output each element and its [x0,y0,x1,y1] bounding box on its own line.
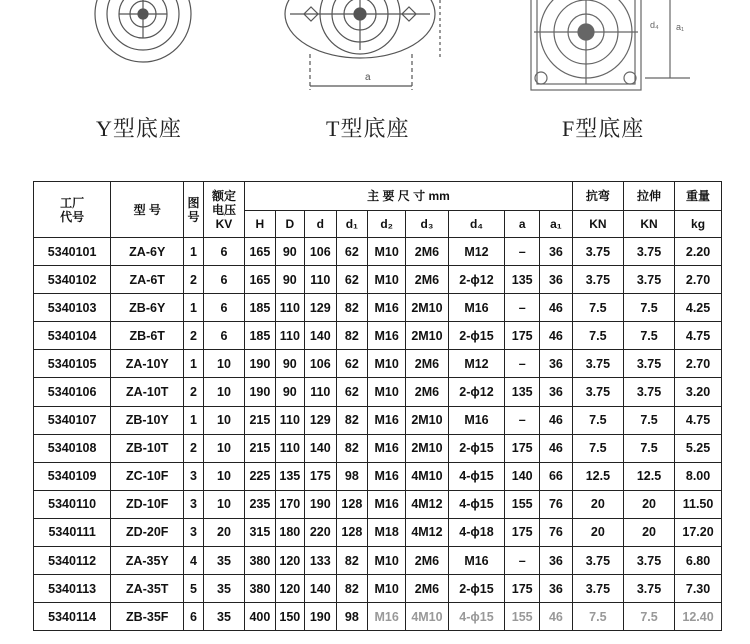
table-cell: 20 [572,490,623,518]
table-cell: M16 [368,322,406,350]
table-cell: 2M10 [406,294,448,322]
table-cell: 4-ϕ15 [448,603,505,631]
table-cell: M16 [448,547,505,575]
table-cell: 4-ϕ15 [448,462,505,490]
header-dim: d [305,211,337,238]
table-cell: 150 [275,603,304,631]
table-cell: 190 [245,350,275,378]
header-weight: 重量 [675,182,722,211]
table-cell: 7.5 [572,603,623,631]
header-dim: a [505,211,540,238]
table-row [34,603,722,631]
table-cell: 82 [336,434,368,462]
header-dim: H [245,211,275,238]
f-dim-label-1: d₄ [650,20,659,30]
table-cell: 135 [275,462,304,490]
table-cell: 46 [540,603,573,631]
table-cell: 165 [245,238,275,266]
table-cell: 110 [275,434,304,462]
table-cell: 82 [336,547,368,575]
table-cell: 2M6 [406,350,448,378]
base-drawings [0,0,750,100]
table-cell: 3.75 [572,238,623,266]
table-cell: 129 [305,406,337,434]
table-cell: 98 [336,462,368,490]
table-cell: 5.25 [675,434,722,462]
table-row [34,350,722,378]
table-cell: 185 [245,294,275,322]
table-cell: 62 [336,266,368,294]
table-cell: 10 [203,462,244,490]
header-tension: 拉伸 [623,182,674,211]
table-cell: 110 [305,266,337,294]
insulator-spec-table [33,181,722,631]
table-cell: ZD-20F [111,518,184,546]
y-base-caption: Y型底座 [96,116,182,141]
table-cell: – [505,238,540,266]
table-cell: 175 [505,434,540,462]
table-cell: ZA-10Y [111,350,184,378]
table-cell: 2M10 [406,322,448,350]
header-weight-unit: kg [675,211,722,238]
table-cell: 3.75 [572,266,623,294]
table-cell: 35 [203,575,244,603]
table-cell: 98 [336,603,368,631]
table-cell: ZA-6T [111,266,184,294]
table-cell: 4M12 [406,490,448,518]
table-cell: 235 [245,490,275,518]
table-cell: M12 [448,238,505,266]
header-bending: 抗弯 [572,182,623,211]
table-cell: 2.70 [675,350,722,378]
table-cell: ZA-35T [111,575,184,603]
table-cell: 82 [336,406,368,434]
header-dim: d₂ [368,211,406,238]
table-cell: 3.75 [572,575,623,603]
table-cell: – [505,294,540,322]
table-cell: 35 [203,603,244,631]
table-cell: 2 [184,266,204,294]
table-cell: 2-ϕ15 [448,575,505,603]
table-cell: M12 [448,350,505,378]
table-cell: 46 [540,406,573,434]
table-cell: 175 [305,462,337,490]
table-cell: 10 [203,490,244,518]
f-base-drawing [531,0,690,90]
table-cell: 2-ϕ15 [448,434,505,462]
table-cell: 1 [184,238,204,266]
table-cell: – [505,406,540,434]
table-cell: 90 [275,266,304,294]
table-cell: 2-ϕ12 [448,378,505,406]
table-cell: 82 [336,575,368,603]
header-model: 型 号 [111,182,184,238]
table-cell: 1 [184,350,204,378]
table-cell: M10 [368,350,406,378]
table-cell: 120 [275,547,304,575]
table-cell: M16 [368,434,406,462]
table-cell: 10 [203,406,244,434]
table-row [34,518,722,546]
table-cell: 3.75 [572,378,623,406]
table-cell: 175 [505,518,540,546]
table-cell: 20 [572,518,623,546]
header-dim: a₁ [540,211,573,238]
table-cell: 140 [505,462,540,490]
table-row [34,406,722,434]
table-cell: 36 [540,575,573,603]
table-cell: 2M10 [406,434,448,462]
table-cell: – [505,350,540,378]
table-cell: 36 [540,350,573,378]
table-cell: 110 [275,322,304,350]
table-cell: 3 [184,490,204,518]
table-row [34,490,722,518]
table-cell: 190 [305,490,337,518]
table-cell: 2 [184,378,204,406]
table-cell: 76 [540,490,573,518]
table-cell: 3.20 [675,378,722,406]
f-base-caption: F型底座 [562,116,645,141]
table-cell: 140 [305,575,337,603]
header-main-dims: 主 要 尺 寸 mm [245,182,573,211]
table-cell: 7.5 [623,434,674,462]
table-cell: 6 [203,266,244,294]
table-cell: 135 [505,378,540,406]
table-cell: 5340108 [34,434,111,462]
header-dim: d₁ [336,211,368,238]
table-cell: 7.5 [572,406,623,434]
table-cell: 7.5 [623,322,674,350]
table-cell: 4M12 [406,518,448,546]
table-cell: M16 [368,462,406,490]
table-cell: 175 [505,322,540,350]
table-cell: 190 [245,378,275,406]
t-base-caption: T型底座 [326,116,410,141]
table-cell: 215 [245,434,275,462]
table-cell: 12.5 [572,462,623,490]
table-cell: ZA-6Y [111,238,184,266]
table-cell: 4-ϕ15 [448,490,505,518]
table-cell: 10 [203,350,244,378]
table-cell: 5340105 [34,350,111,378]
table-cell: 7.5 [623,603,674,631]
table-cell: ZB-6T [111,322,184,350]
table-cell: M10 [368,266,406,294]
table-cell: 7.5 [623,406,674,434]
table-cell: 185 [245,322,275,350]
header-bending-unit: KN [572,211,623,238]
table-cell: 90 [275,378,304,406]
table-cell: 36 [540,266,573,294]
table-cell: 6.80 [675,547,722,575]
table-cell: M18 [368,518,406,546]
table-cell: 3.75 [623,238,674,266]
table-cell: 5340112 [34,547,111,575]
t-dim-label: a [365,72,371,83]
table-cell: 155 [505,490,540,518]
table-cell: 5340101 [34,238,111,266]
header-figure-no: 图 号 [184,182,204,238]
table-cell: 110 [275,294,304,322]
table-cell: 4-ϕ18 [448,518,505,546]
table-cell: ZB-6Y [111,294,184,322]
table-cell: 128 [336,518,368,546]
header-factory-code: 工厂 代号 [34,182,111,238]
table-cell: 3 [184,462,204,490]
table-row [34,378,722,406]
table-cell: 190 [305,603,337,631]
table-cell: 380 [245,547,275,575]
table-cell: 5 [184,575,204,603]
table-row [34,547,722,575]
table-cell: 6 [203,294,244,322]
table-cell: 12.5 [623,462,674,490]
table-cell: M16 [368,294,406,322]
table-cell: 82 [336,322,368,350]
table-cell: M16 [448,406,505,434]
table-cell: 3.75 [572,547,623,575]
table-cell: 82 [336,294,368,322]
table-cell: 46 [540,434,573,462]
table-cell: 110 [305,378,337,406]
table-cell: 17.20 [675,518,722,546]
table-cell: 35 [203,547,244,575]
table-cell: 62 [336,350,368,378]
table-cell: 106 [305,238,337,266]
table-cell: 5340106 [34,378,111,406]
table-cell: ZB-10T [111,434,184,462]
table-cell: ZD-10F [111,490,184,518]
table-cell: 2.20 [675,238,722,266]
table-cell: M16 [368,490,406,518]
table-cell: 62 [336,378,368,406]
table-cell: 36 [540,378,573,406]
table-cell: M16 [368,406,406,434]
table-cell: 4.25 [675,294,722,322]
f-dim-label-2: a₁ [676,22,685,32]
table-row [34,322,722,350]
table-cell: 2M6 [406,575,448,603]
table-cell: 7.5 [572,322,623,350]
table-cell: 180 [275,518,304,546]
table-cell: M16 [448,294,505,322]
table-cell: 66 [540,462,573,490]
table-cell: 2 [184,434,204,462]
table-cell: M16 [368,603,406,631]
table-cell: ZC-10F [111,462,184,490]
table-cell: 11.50 [675,490,722,518]
header-dim: D [275,211,304,238]
table-cell: 36 [540,238,573,266]
table-cell: 2-ϕ12 [448,266,505,294]
table-cell: 90 [275,238,304,266]
table-cell: 6 [203,238,244,266]
table-cell: M10 [368,547,406,575]
table-cell: 170 [275,490,304,518]
table-cell: 3 [184,518,204,546]
table-cell: 128 [336,490,368,518]
table-cell: 220 [305,518,337,546]
table-cell: 2 [184,322,204,350]
table-cell: 5340109 [34,462,111,490]
table-cell: 215 [245,406,275,434]
table-cell: 7.5 [623,294,674,322]
table-cell: 76 [540,518,573,546]
table-cell: 90 [275,350,304,378]
header-rated-voltage: 额定 电压 KV [203,182,244,238]
table-cell: 4 [184,547,204,575]
table-cell: 12.40 [675,603,722,631]
t-base-drawing [285,0,440,90]
table-cell: ZB-10Y [111,406,184,434]
table-cell: 4M10 [406,603,448,631]
table-cell: ZA-10T [111,378,184,406]
table-cell: 3.75 [623,547,674,575]
table-cell: 8.00 [675,462,722,490]
table-cell: 3.75 [623,350,674,378]
table-cell: 3.75 [623,378,674,406]
table-cell: M10 [368,238,406,266]
table-cell: 5340104 [34,322,111,350]
table-cell: 315 [245,518,275,546]
y-base-drawing [95,0,191,62]
header-dim: d₃ [406,211,448,238]
table-cell: 46 [540,294,573,322]
table-row [34,575,722,603]
table-cell: ZB-35F [111,603,184,631]
header-dim: d₄ [448,211,505,238]
table-cell: 110 [275,406,304,434]
table-cell: 5340103 [34,294,111,322]
table-cell: 36 [540,547,573,575]
table-cell: 129 [305,294,337,322]
table-cell: 5340113 [34,575,111,603]
table-cell: 5340107 [34,406,111,434]
table-cell: 20 [623,518,674,546]
table-row [34,266,722,294]
table-cell: 5340111 [34,518,111,546]
table-cell: 4.75 [675,406,722,434]
header-tension-unit: KN [623,211,674,238]
table-cell: 10 [203,378,244,406]
table-cell: M10 [368,575,406,603]
table-cell: 7.5 [572,434,623,462]
table-cell: 5340102 [34,266,111,294]
table-cell: 6 [203,322,244,350]
table-cell: 2M6 [406,547,448,575]
table-cell: 7.30 [675,575,722,603]
table-cell: M10 [368,378,406,406]
table-cell: 2M6 [406,378,448,406]
table-cell: 140 [305,322,337,350]
table-cell: 5340114 [34,603,111,631]
table-row [34,462,722,490]
table-cell: 62 [336,238,368,266]
table-cell: 120 [275,575,304,603]
table-cell: 5340110 [34,490,111,518]
table-cell: 175 [505,575,540,603]
table-cell: 10 [203,434,244,462]
table-cell: 20 [623,490,674,518]
table-cell: 20 [203,518,244,546]
table-cell: 1 [184,406,204,434]
table-cell: 3.75 [572,350,623,378]
table-cell: 106 [305,350,337,378]
table-cell: – [505,547,540,575]
table-cell: 400 [245,603,275,631]
table-cell: 2M6 [406,266,448,294]
table-cell: 225 [245,462,275,490]
table-cell: 4M10 [406,462,448,490]
table-cell: 165 [245,266,275,294]
table-cell: 4.75 [675,322,722,350]
table-cell: 2M10 [406,406,448,434]
table-row [34,294,722,322]
table-cell: 2.70 [675,266,722,294]
table-cell: 46 [540,322,573,350]
table-row [34,434,722,462]
table-row [34,238,722,266]
table-cell: 155 [505,603,540,631]
table-cell: 133 [305,547,337,575]
table-cell: 135 [505,266,540,294]
table-body [34,238,722,631]
table-cell: ZA-35Y [111,547,184,575]
table-cell: 2-ϕ15 [448,322,505,350]
table-cell: 1 [184,294,204,322]
table-cell: 3.75 [623,575,674,603]
table-cell: 380 [245,575,275,603]
table-cell: 2M6 [406,238,448,266]
table-cell: 140 [305,434,337,462]
table-cell: 7.5 [572,294,623,322]
table-cell: 6 [184,603,204,631]
table-cell: 3.75 [623,266,674,294]
